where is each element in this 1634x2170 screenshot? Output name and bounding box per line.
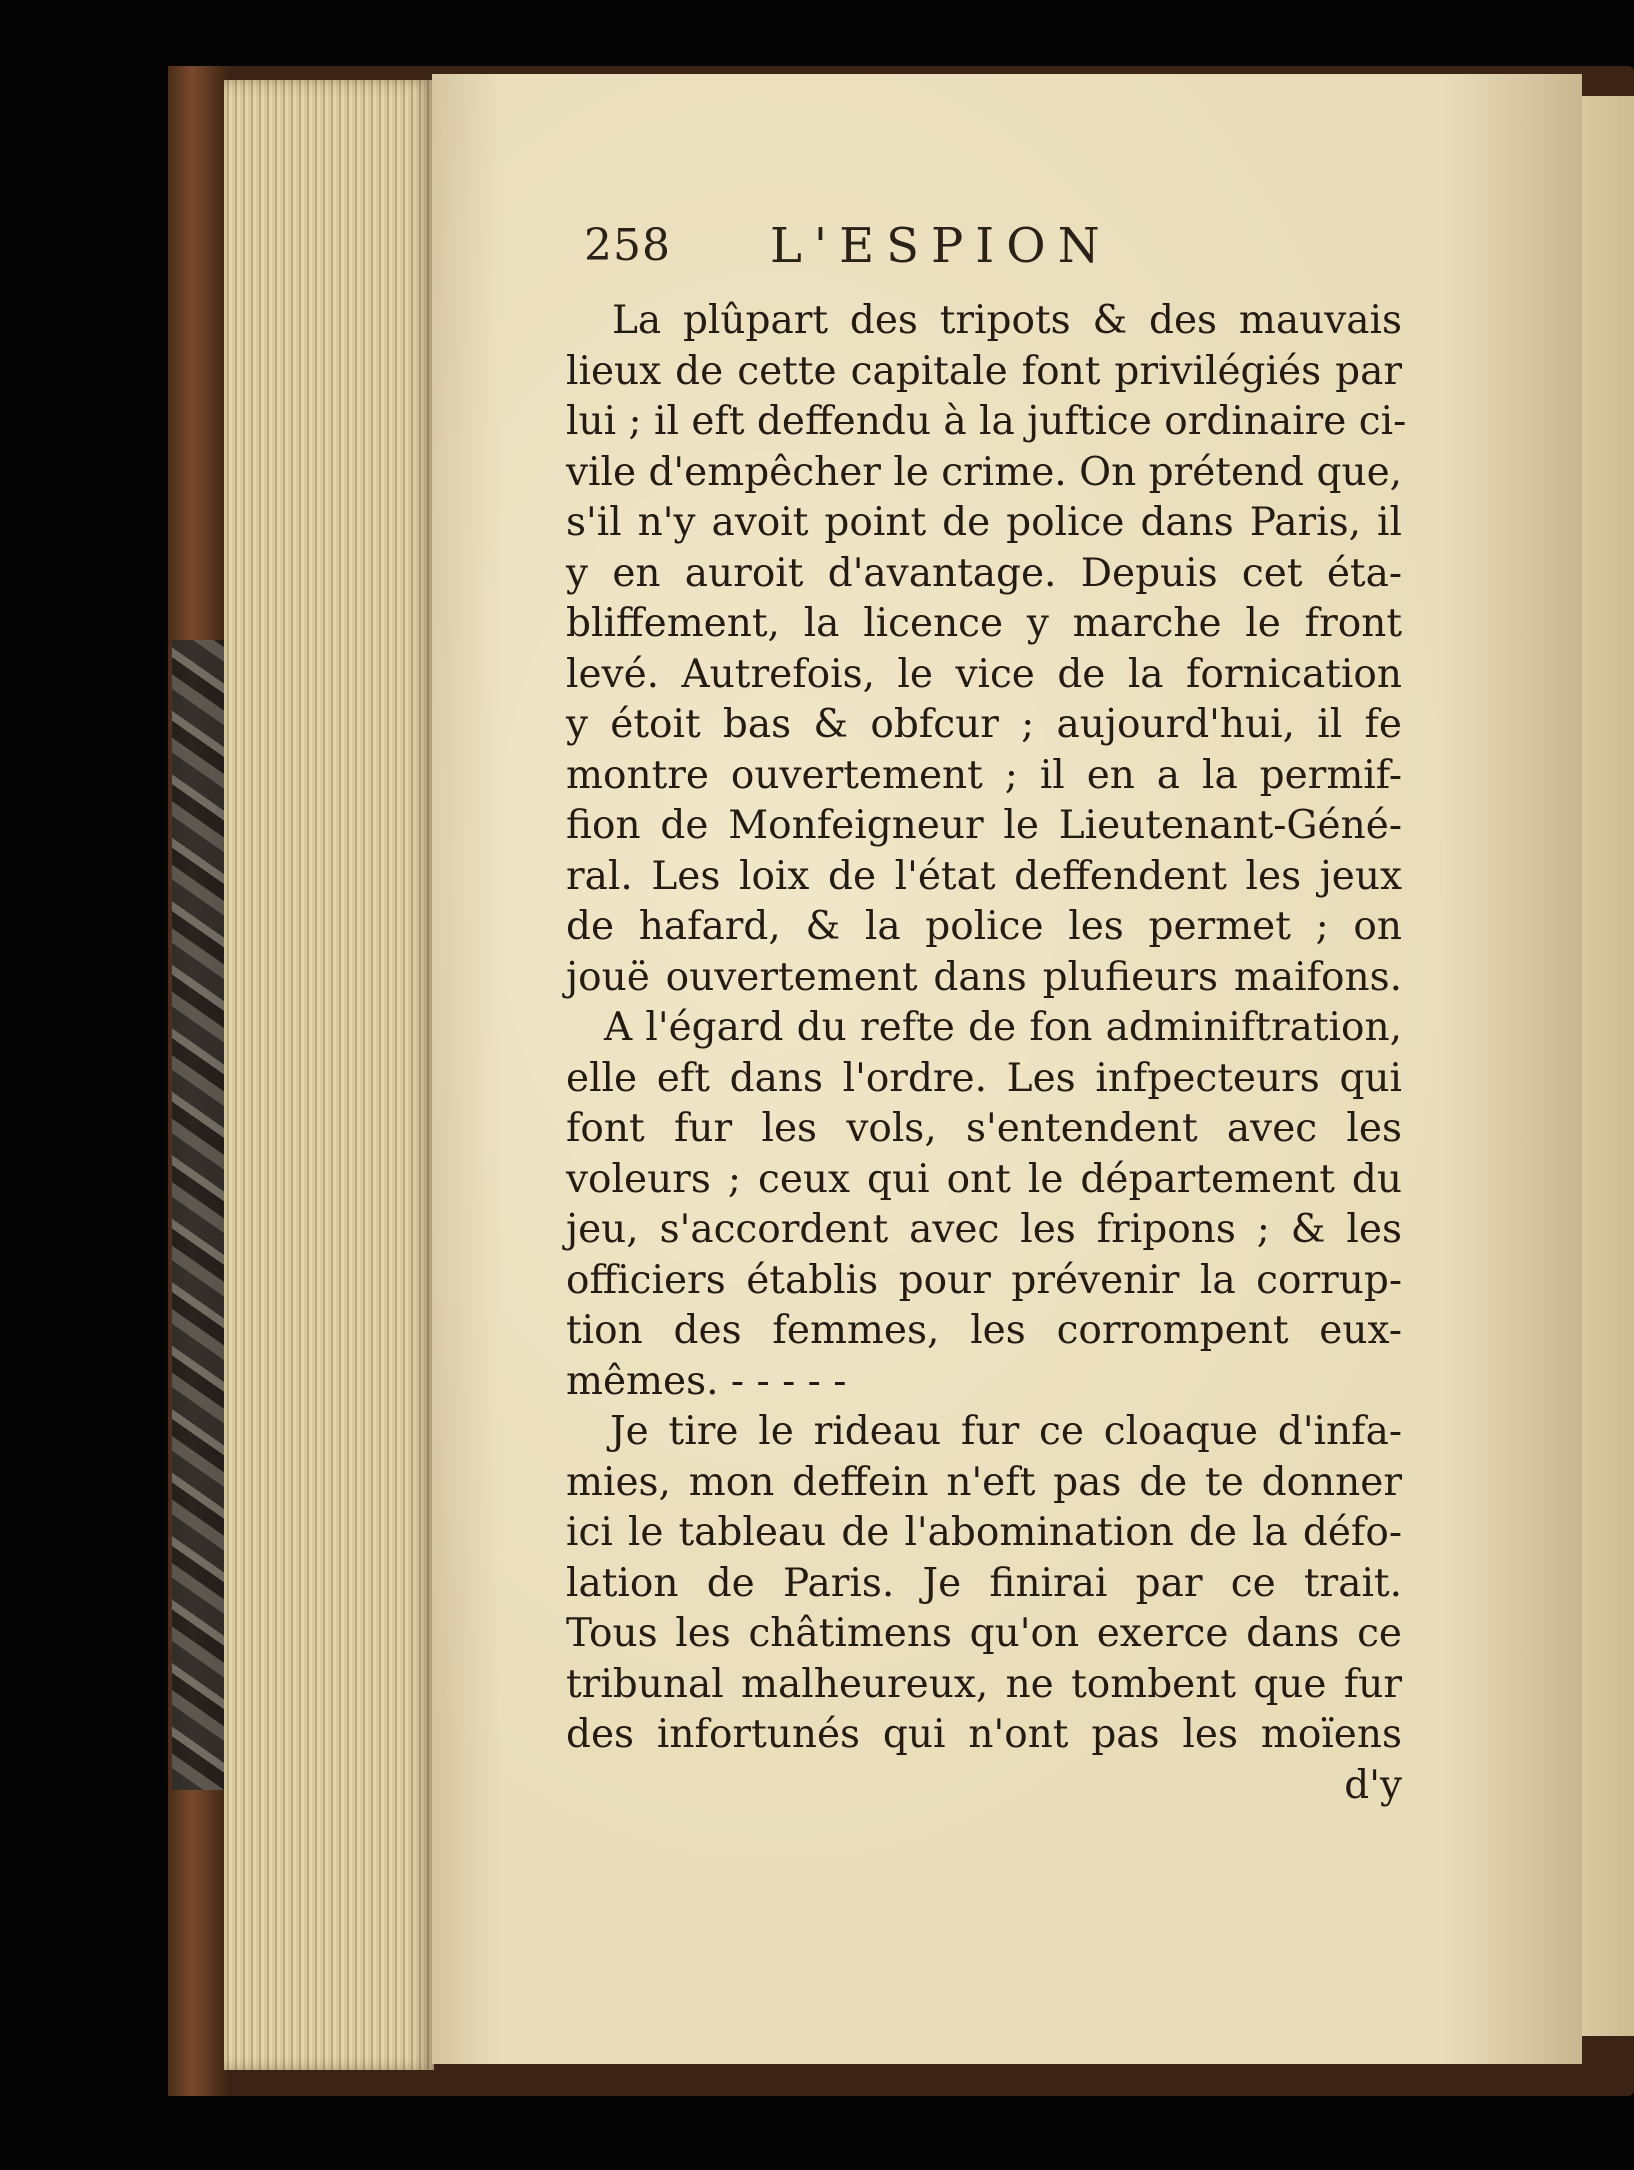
text-line: elle eft dans l'ordre. Les infpecteurs qui — [566, 1055, 1402, 1101]
text-line: s'il n'y avoit point de police dans Paris, il — [566, 500, 1402, 545]
page-stack-edge — [224, 80, 434, 2070]
text-line: ici le tableau de l'abomination de la défo- — [566, 1510, 1402, 1555]
text-line: y en auroit d'avantage. Depuis cet éta- — [566, 550, 1402, 596]
text-line: La plûpart des tripots & des mauvais — [612, 298, 1402, 343]
text-line: tribunal malheureux, ne tombent que fur — [566, 1661, 1402, 1707]
text-line: jeu, s'accordent avec les fripons ; & les — [566, 1207, 1402, 1252]
text-line: des infortunés qui n'ont pas les moïens — [566, 1712, 1402, 1757]
body-text — [566, 296, 1407, 1811]
catchword: d'y — [1344, 1762, 1402, 1808]
text-line: vile d'empêcher le crime. On prétend que, — [566, 449, 1403, 495]
text-line: montre ouvertement ; il en a la permif- — [566, 752, 1402, 798]
text-line: mêmes. - - - - - — [566, 1358, 847, 1404]
running-title: L'ESPION — [770, 218, 1112, 274]
text-line: de hafard, & la police les permet ; on — [566, 904, 1402, 949]
text-line: lieux de cette capitale font privilégiés par — [566, 348, 1402, 394]
text-line: mies, mon deffein n'eft pas de te donner — [566, 1459, 1402, 1505]
text-line: Tous les châtimens qu'on exerce dans ce — [566, 1611, 1402, 1656]
text-line: voleurs ; ceux qui ont le département du — [566, 1156, 1402, 1202]
marbled-board — [172, 640, 224, 1790]
text-line: fion de Monfeigneur le Lieutenant-Géné- — [566, 803, 1402, 848]
text-line: officiers établis pour prévenir la corrup- — [566, 1257, 1402, 1303]
text-line: lui ; il eft deffendu à la juftice ordinaire ci- — [566, 399, 1407, 444]
page-number: 258 — [584, 220, 671, 271]
text-line: levé. Autrefois, le vice de la fornication — [566, 651, 1402, 697]
text-line: lation de Paris. Je finirai par ce trait. — [566, 1560, 1402, 1606]
text-line: y étoit bas & obfcur ; aujourd'hui, il fe — [566, 702, 1402, 747]
running-head — [584, 220, 1224, 290]
text-line: ral. Les loix de l'état deffendent les jeux — [566, 853, 1402, 899]
text-line: bliffement, la licence y marche le front — [566, 601, 1402, 646]
text-line: Je tire le rideau fur ce cloaque d'infa- — [610, 1409, 1402, 1454]
text-line: tion des femmes, les corrompent eux- — [566, 1308, 1402, 1353]
text-line: jouë ouvertement dans plufieurs maifons. — [566, 954, 1402, 1000]
text-line: font fur les vols, s'entendent avec les — [566, 1106, 1402, 1151]
text-line: A l'égard du refte de fon adminiftration, — [604, 1005, 1402, 1050]
